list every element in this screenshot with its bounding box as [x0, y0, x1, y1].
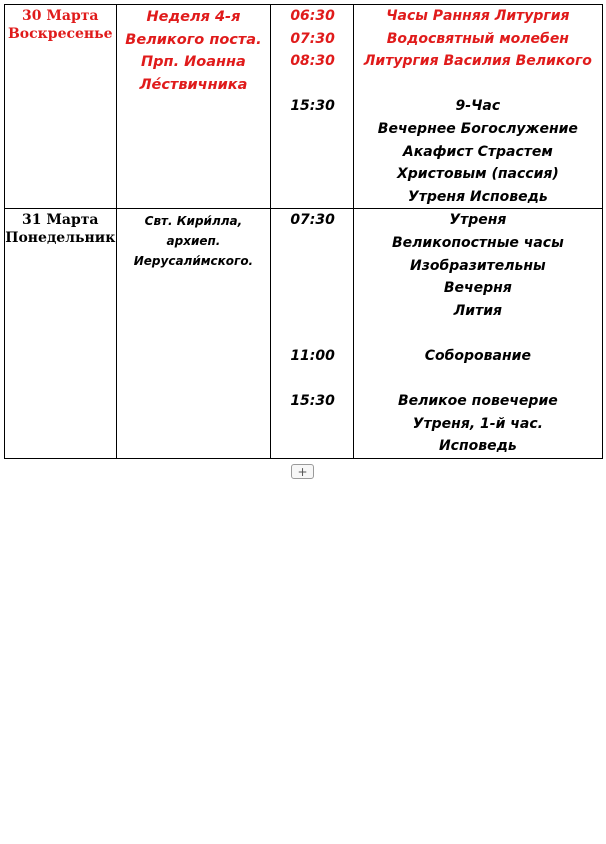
date-text: [5, 5, 116, 43]
service-entry: Великопостные часы: [391, 234, 564, 251]
time-entry: [271, 73, 352, 96]
table-row: [5, 5, 603, 209]
service-list: [354, 5, 602, 208]
add-row-button[interactable]: [291, 464, 314, 479]
time-entry: 07:30: [290, 30, 335, 47]
feast-line: Ле́ствичника: [139, 76, 248, 93]
service-entry: [354, 73, 602, 96]
service-entry: Часы Ранняя Литургия: [386, 8, 570, 24]
feast-cell[interactable]: [116, 209, 271, 459]
feast-cell[interactable]: [116, 5, 271, 209]
service-entry: Вечернее Богослужение: [377, 120, 578, 137]
time-entry: [271, 322, 352, 345]
service-entry: Изобразительны: [410, 257, 546, 274]
time-entry: [271, 232, 352, 255]
service-entry: Христовым (пассия): [396, 166, 559, 183]
service-entry: Соборование: [424, 347, 531, 364]
time-cell[interactable]: [271, 5, 353, 209]
date-day: 31 Марта: [22, 212, 99, 229]
time-entry: [271, 277, 352, 300]
service-entry: Лития: [453, 302, 503, 319]
date-day: 30 Марта: [22, 8, 99, 24]
time-entry: [271, 300, 352, 323]
feast-line: Прп. Иоанна: [141, 54, 246, 70]
time-list: [271, 209, 352, 412]
service-entry: Исповедь: [438, 438, 517, 455]
feast-line: Свт. Кири́лла,: [144, 214, 243, 229]
service-cell[interactable]: [353, 209, 602, 459]
table-row: [5, 209, 603, 459]
feast-line: Великого поста.: [125, 31, 262, 48]
service-entry: Литургия Василия Великого: [363, 53, 592, 70]
date-text: [5, 209, 116, 247]
time-entry: [271, 368, 352, 391]
feast-text: [117, 209, 271, 271]
date-cell[interactable]: [5, 209, 117, 459]
schedule-table: [4, 4, 603, 459]
service-entry: 9-Час: [455, 98, 501, 115]
time-entry: 07:30: [290, 212, 335, 229]
date-weekday: Понедельник: [5, 230, 116, 247]
time-entry: 15:30: [290, 393, 335, 410]
date-cell[interactable]: [5, 5, 117, 209]
plus-icon: +: [297, 464, 308, 479]
time-list: [271, 5, 352, 118]
feast-line: Неделя 4-я: [146, 9, 241, 25]
service-entry: Акафист Страстем: [402, 143, 553, 160]
service-entry: Утреня Исповедь: [407, 188, 548, 205]
service-entry: Водосвятный молебен: [386, 30, 569, 47]
date-weekday: Воскресенье: [7, 26, 113, 42]
service-entry: Великое повечерие: [397, 393, 558, 410]
service-entry: Утреня: [449, 212, 507, 229]
time-entry: [271, 255, 352, 278]
service-entry: [354, 368, 602, 391]
time-entry: 15:30: [290, 98, 335, 115]
service-entry: [354, 322, 602, 345]
time-entry: 06:30: [290, 8, 335, 24]
feast-line: архиеп.: [166, 234, 221, 249]
service-entry: Вечерня: [443, 280, 512, 297]
time-entry: 08:30: [290, 53, 335, 70]
feast-text: [117, 5, 271, 96]
service-cell[interactable]: [353, 5, 602, 209]
time-cell[interactable]: [271, 209, 353, 459]
service-list: [354, 209, 602, 458]
time-entry: 11:00: [290, 347, 335, 364]
feast-line: Иерусали́мского.: [133, 254, 254, 269]
service-entry: Утреня, 1-й час.: [412, 415, 543, 432]
